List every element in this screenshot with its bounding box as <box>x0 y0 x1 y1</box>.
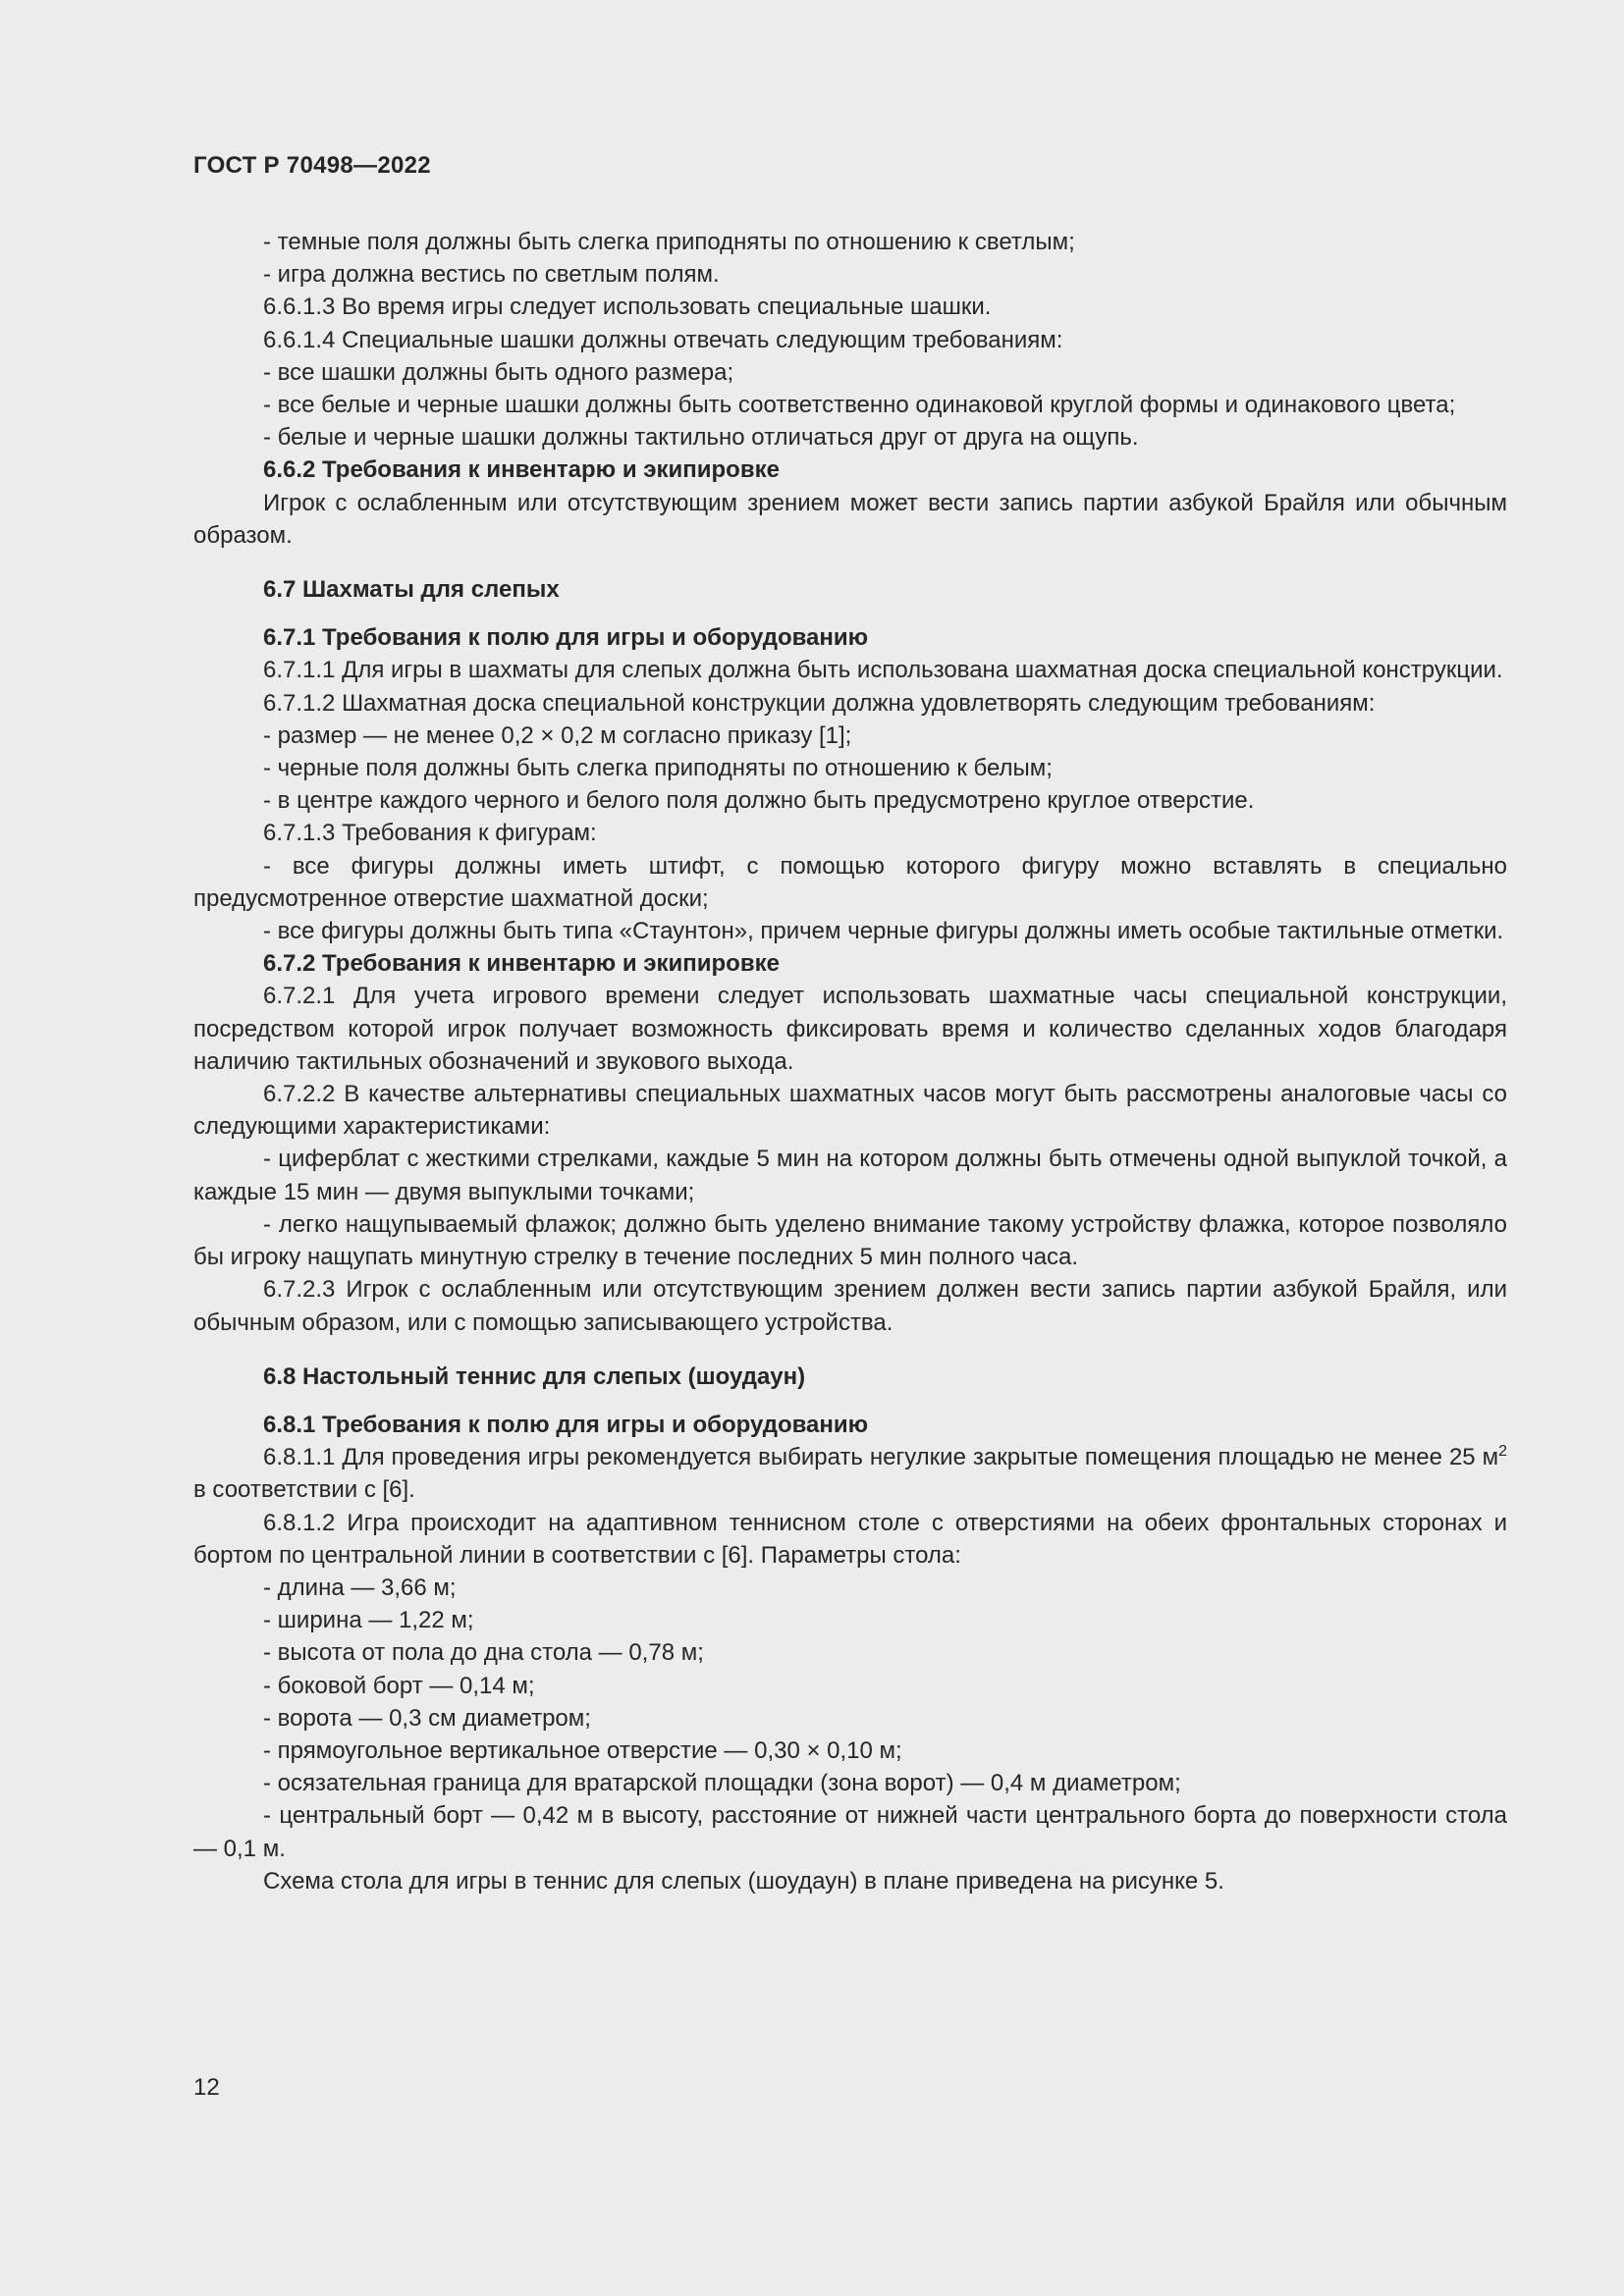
document-body <box>193 226 1507 1897</box>
list-item: - длина — 3,66 м; <box>263 1574 457 1601</box>
document-header: ГОСТ Р 70498—2022 <box>193 152 431 179</box>
list-item: - легко нащупываемый флажок; должно быть уделено внимание такому устройству флажка, которое позволяло бы игроку нащупать минутную стрелку в течение последних 5 мин полного часа. <box>193 1210 1507 1271</box>
list-item: - высота от пола до дна стола — 0,78 м; <box>263 1639 704 1667</box>
list-item: - черные поля должны быть слегка приподняты по отношению к белым; <box>263 755 1053 782</box>
list-item: - прямоугольное вертикальное отверстие — 0,30 × 0,10 м; <box>263 1736 902 1764</box>
page-number: 12 <box>193 2074 220 2101</box>
paragraph-text: 6.8.1.1 Для проведения игры рекомендуется выбирать негулкие закрытые помещения площадью не менее 25 м <box>263 1444 1499 1471</box>
superscript: 2 <box>1498 1443 1507 1461</box>
paragraph: 6.6.1.3 Во время игры следует использовать специальные шашки. <box>263 294 992 321</box>
paragraph: 6.8.1.2 Игра происходит на адаптивном теннисном столе с отверстиями на обеих фронтальных сторонах и бортом по центральной линии в соответствии с [6]. Параметры стола: <box>193 1509 1507 1569</box>
section-heading: 6.7 Шахматы для слепых <box>263 576 560 604</box>
list-item: - все фигуры должны иметь штифт, с помощью которого фигуру можно вставлять в специально предусмотренное отверстие шахматной доски; <box>193 852 1507 912</box>
subsection-heading: 6.7.1 Требования к полю для игры и оборудованию <box>263 624 869 652</box>
list-item: - боковой борт — 0,14 м; <box>263 1672 535 1699</box>
list-item: - темные поля должны быть слегка приподняты по отношению к светлым; <box>263 229 1075 255</box>
list-item: - ворота — 0,3 см диаметром; <box>263 1704 591 1732</box>
subsection-heading: 6.7.2 Требования к инвентарю и экипировке <box>263 950 780 978</box>
paragraph: 6.7.2.2 В качестве альтернативы специальных шахматных часов могут быть рассмотрены аналоговые часы со следующими характеристиками: <box>193 1081 1507 1141</box>
subsection-heading: 6.6.2 Требования к инвентарю и экипировке <box>263 456 780 484</box>
list-item: - циферблат с жесткими стрелками, каждые 5 мин на котором должны быть отмечены одной выпуклой точкой, а каждые 15 мин — двумя выпуклыми точками; <box>193 1146 1507 1205</box>
list-item: - ширина — 1,22 м; <box>263 1607 474 1634</box>
paragraph: 6.7.1.1 Для игры в шахматы для слепых должна быть использована шахматная доска специальной конструкции. <box>263 657 1503 684</box>
list-item: - размер — не менее 0,2 × 0,2 м согласно приказу [1]; <box>263 721 852 749</box>
paragraph-text: в соответствии с [6]. <box>193 1476 415 1504</box>
paragraph: Игрок с ослабленным или отсутствующим зрением может вести запись партии азбукой Брайля или обычным образом. <box>193 489 1507 549</box>
paragraph <box>193 1441 1507 1506</box>
paragraph: 6.6.1.4 Специальные шашки должны отвечать следующим требованиям: <box>263 326 1063 353</box>
list-item: - в центре каждого черного и белого поля должно быть предусмотрено круглое отверстие. <box>263 787 1255 815</box>
list-item: - все белые и черные шашки должны быть соответственно одинаковой круглой формы и одинакового цвета; <box>263 392 1456 419</box>
list-item: - все фигуры должны быть типа «Стаунтон», причем черные фигуры должны иметь особые тактильные отметки. <box>263 918 1504 945</box>
paragraph: 6.7.2.3 Игрок с ослабленным или отсутствующим зрением должен вести запись партии азбукой Брайля, или обычным образом, или с помощью записывающего устройства. <box>193 1276 1507 1336</box>
list-item: - все шашки должны быть одного размера; <box>263 358 734 386</box>
paragraph: 6.7.1.3 Требования к фигурам: <box>263 820 597 847</box>
list-item: - осязательная граница для вратарской площадки (зона ворот) — 0,4 м диаметром; <box>263 1770 1181 1797</box>
paragraph: 6.7.2.1 Для учета игрового времени следует использовать шахматные часы специальной конструкции, посредством которой игрок получает возможность фиксировать время и количество сделанных ходов благодаря наличию тактильных обозначений и звукового выхода. <box>193 983 1507 1075</box>
paragraph: 6.7.1.2 Шахматная доска специальной конструкции должна удовлетворять следующим требованиям: <box>263 689 1376 717</box>
list-item: - белые и черные шашки должны тактильно отличаться друг от друга на ощупь. <box>263 424 1139 452</box>
list-item: - центральный борт — 0,42 м в высоту, расстояние от нижней части центрального борта до поверхности стола — 0,1 м. <box>193 1802 1507 1862</box>
subsection-heading: 6.8.1 Требования к полю для игры и оборудованию <box>263 1411 869 1438</box>
paragraph: Схема стола для игры в теннис для слепых (шоудаун) в плане приведена на рисунке 5. <box>263 1867 1224 1895</box>
section-heading: 6.8 Настольный теннис для слепых (шоудаун) <box>263 1362 806 1390</box>
list-item: - игра должна вестись по светлым полям. <box>263 261 720 289</box>
